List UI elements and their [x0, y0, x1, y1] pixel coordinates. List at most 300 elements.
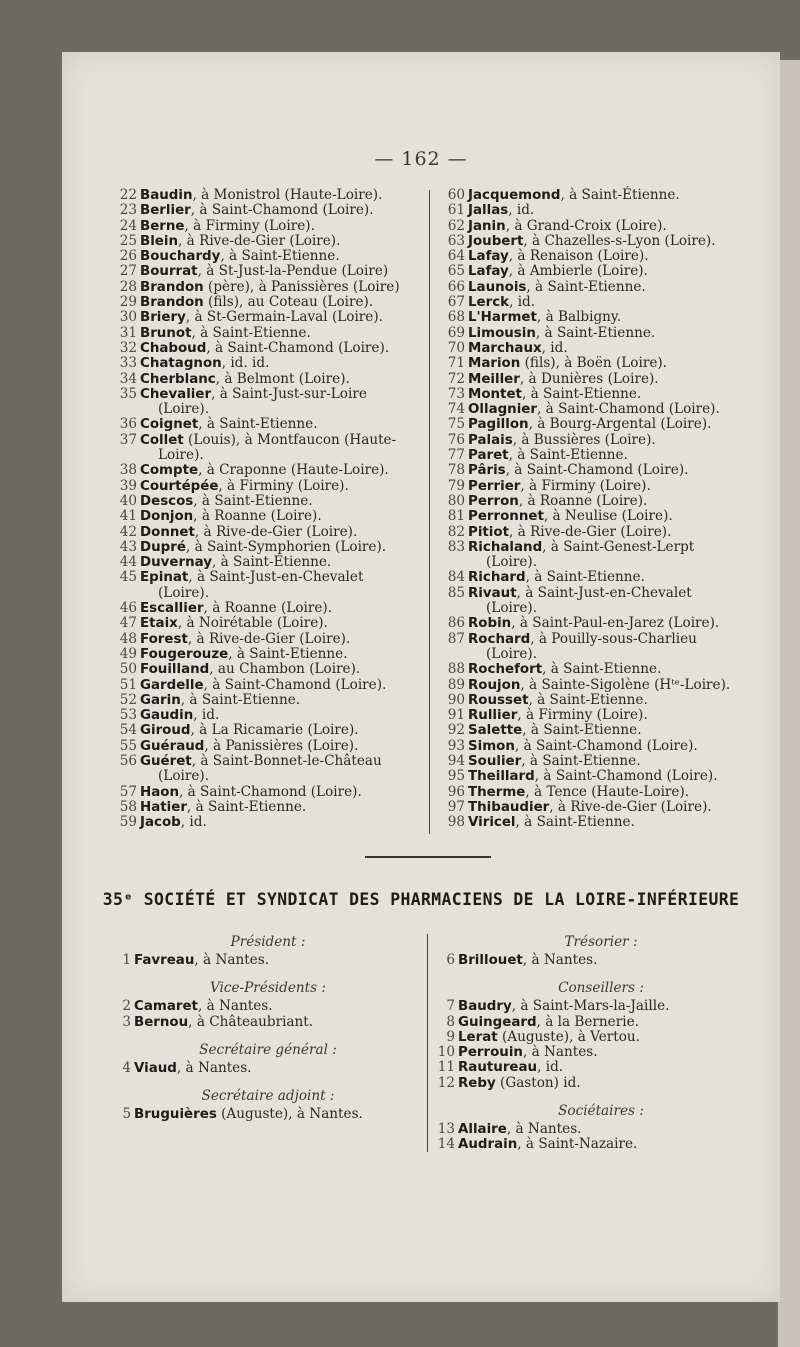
member-location: , à Saint-Etienne.: [180, 691, 301, 708]
member-location: , à Roanne (Loire).: [193, 508, 322, 525]
entry-number: 6: [446, 952, 455, 968]
list-item: [436, 953, 766, 968]
member-location: , à Saint-Mars-la-Jaille.: [511, 998, 670, 1015]
page-number: — 162 —: [374, 148, 468, 170]
entry-number: 35: [119, 385, 137, 402]
member-location: , à Saint-Etienne.: [515, 814, 635, 831]
entry-number: 34: [119, 370, 137, 387]
entry-number: 26: [119, 248, 137, 265]
member-name: Rochard: [468, 631, 531, 647]
member-name: Bernou: [134, 1014, 189, 1030]
entry-number: 98: [447, 814, 465, 831]
list-item: [118, 433, 440, 464]
member-location: , à Nantes.: [194, 952, 270, 968]
list-item: [446, 433, 764, 448]
entry-number: 10: [437, 1044, 455, 1061]
member-name: Limousin: [468, 325, 536, 341]
member-location: , à Saint-Etienne.: [191, 324, 311, 341]
list-item: [118, 188, 440, 203]
member-name: Gaudin: [140, 708, 194, 724]
member-location: , à Rive-de-Gier (Loire).: [509, 523, 672, 540]
member-location: , à Firminy (Loire).: [218, 477, 349, 494]
list-item: [118, 494, 440, 509]
member-location: , à Châteaubriant.: [188, 1013, 314, 1030]
entry-number: 69: [447, 324, 465, 341]
list-item: [446, 540, 764, 571]
entry-number: 51: [119, 676, 137, 693]
member-name: Perronnet: [468, 509, 544, 525]
member-location: , à Saint-Etienne.: [211, 554, 332, 571]
entry-number: 86: [447, 615, 465, 632]
entry-number: 9: [446, 1028, 455, 1045]
entry-number: 66: [447, 278, 465, 295]
list-item: [446, 310, 764, 325]
list-item: [118, 295, 440, 310]
entry-number: 22: [119, 187, 137, 203]
member-list-left: [118, 188, 440, 830]
entry-number: 85: [447, 584, 465, 601]
member-location: , à Saint-Étienne.: [560, 187, 680, 203]
list-item: [446, 616, 764, 631]
member-name: Hatier: [140, 799, 187, 815]
spacer: [436, 968, 766, 978]
spacer: [112, 968, 424, 978]
member-location: , id.: [509, 294, 536, 311]
list-item: [118, 280, 440, 295]
list-item: [118, 570, 440, 601]
entry-number: 82: [447, 523, 465, 540]
member-location: , à Saint-Etienne.: [535, 324, 656, 341]
list-item: [118, 479, 440, 494]
list-item: [118, 417, 440, 432]
member-name: Ollagnier: [468, 402, 537, 418]
entry-number: 96: [447, 783, 465, 800]
member-name: Perrier: [468, 478, 521, 494]
member-location: , à Firminy (Loire).: [517, 707, 648, 724]
list-item: [436, 1015, 766, 1030]
member-location: , à Nantes.: [176, 1059, 252, 1076]
member-location: , à Saint-Etienne.: [220, 248, 340, 265]
member-name: Pagillon: [468, 417, 529, 433]
entry-number: 58: [119, 798, 137, 815]
member-location: , à Firminy (Loire).: [184, 217, 315, 234]
member-location: , à Saint-Paul-en-Jarez (Loire).: [511, 615, 720, 632]
list-item: [436, 1076, 766, 1091]
member-name: Guéret: [140, 753, 192, 769]
member-location: , id.: [508, 202, 535, 219]
entry-number: 41: [119, 508, 137, 525]
member-name: Rautureau: [458, 1060, 538, 1076]
member-name: Rousset: [468, 692, 529, 708]
member-location: (Gaston) id.: [495, 1074, 581, 1091]
member-name: Donnet: [140, 524, 195, 540]
member-location: , à Saint-Just-en-Chevalet: [516, 584, 692, 601]
entry-number: 94: [447, 752, 465, 769]
member-location: , à Tence (Haute-Loire).: [525, 783, 690, 800]
member-name: Baudin: [140, 188, 193, 203]
member-location: , à Saint-Bonnet-le-Château: [191, 752, 382, 769]
member-name: Brunot: [140, 325, 192, 341]
entry-number: 61: [447, 202, 465, 219]
member-name: Giroud: [140, 723, 191, 739]
list-item: [446, 586, 764, 617]
member-location: , à Saint-Etienne.: [528, 691, 648, 708]
list-item: [118, 708, 440, 723]
member-location: , à Saint-Etienne.: [186, 798, 307, 815]
list-item: [446, 494, 764, 509]
board-role-heading: Président :: [230, 934, 306, 950]
member-location: , à Noirétable (Loire).: [177, 615, 328, 632]
member-location: , à Saint-Etienne.: [525, 569, 645, 586]
member-location: , à Saint-Symphorien (Loire).: [185, 538, 387, 555]
member-location: , à Nantes.: [197, 998, 273, 1015]
member-location: , id.: [541, 339, 568, 356]
list-item: [446, 754, 764, 769]
list-item: [118, 356, 440, 371]
member-name: Berne: [140, 218, 185, 234]
list-item: [446, 693, 764, 708]
member-location: , à Saint-Chamond (Loire).: [206, 339, 390, 356]
list-item: [118, 678, 440, 693]
entry-number: 79: [447, 477, 465, 494]
member-location: , à Rive-de-Gier (Loire).: [178, 232, 341, 249]
entry-number: 32: [119, 339, 137, 356]
list-item: [446, 234, 764, 249]
member-location: , à Saint-Etienne.: [526, 278, 646, 295]
entry-number: 70: [447, 339, 465, 356]
list-item: [118, 647, 440, 662]
list-item: [446, 463, 764, 478]
entry-number: 87: [447, 630, 465, 647]
list-item: [118, 219, 440, 234]
member-name: Perron: [468, 493, 519, 509]
list-item: [118, 800, 440, 815]
member-name: Rullier: [468, 708, 518, 724]
spacer: [112, 1076, 424, 1086]
member-name: Fouilland: [140, 662, 210, 678]
entry-number: 73: [447, 385, 465, 402]
entry-number: 97: [447, 798, 465, 815]
list-item: [118, 555, 440, 570]
list-item: [118, 540, 440, 555]
entry-number: 90: [447, 691, 465, 708]
entry-number: 54: [119, 722, 137, 739]
entry-number: 56: [119, 752, 137, 769]
entry-number: 14: [437, 1136, 455, 1153]
member-location: , à Ambierle (Loire).: [508, 263, 648, 280]
entry-number: 13: [437, 1121, 455, 1138]
member-location: , à Renaison (Loire).: [508, 248, 649, 265]
entry-number: 62: [447, 217, 465, 234]
list-item: [446, 708, 764, 723]
member-name: Chevalier: [140, 386, 212, 402]
member-location: (fils), au Coteau (Loire).: [203, 294, 374, 311]
member-name: Simon: [468, 738, 515, 754]
member-location: , à Saint-Chamond (Loire).: [514, 737, 698, 754]
member-location: , à Pouilly-sous-Charlieu: [530, 630, 697, 647]
board-role-heading: Sociétaires :: [558, 1103, 644, 1120]
list-item: [118, 463, 440, 478]
list-item: [446, 479, 764, 494]
list-item: [446, 769, 764, 784]
member-name: Theillard: [468, 769, 535, 785]
entry-number: 55: [119, 737, 137, 754]
member-location: , à Saint-Chamond (Loire).: [537, 401, 720, 418]
member-name: Viaud: [134, 1060, 177, 1076]
entry-number: 7: [446, 998, 455, 1015]
list-item: [118, 785, 440, 800]
member-name: Jacob: [140, 815, 181, 831]
list-item: [118, 693, 440, 708]
entry-number: 44: [119, 554, 137, 571]
entry-number: 67: [447, 294, 465, 311]
board-role-heading: Secrétaire adjoint :: [201, 1088, 335, 1105]
entry-number: 60: [447, 187, 465, 203]
member-location: (Auguste), à Vertou.: [497, 1028, 640, 1045]
member-location-continued: Loire).: [158, 447, 204, 464]
member-location: , à Saint-Etienne.: [193, 492, 313, 509]
member-name: Audrain: [458, 1137, 518, 1153]
entry-number: 65: [447, 263, 465, 280]
member-location: , à Rive-de-Gier (Loire).: [194, 523, 358, 540]
list-item: [118, 815, 440, 830]
list-item: [112, 1015, 424, 1030]
list-item: [118, 234, 440, 249]
member-location: , à Saint-Etienne.: [521, 752, 641, 769]
member-name: Bourrat: [140, 264, 198, 280]
list-item: [118, 723, 440, 738]
entry-number: 74: [447, 401, 465, 418]
member-name: Jacquemond: [468, 188, 561, 203]
entry-number: 42: [119, 523, 137, 540]
member-name: Brillouet: [458, 953, 523, 968]
list-item: [446, 280, 764, 295]
member-location: , à Saint-Etienne.: [521, 385, 642, 402]
entry-number: 72: [447, 370, 465, 387]
member-name: Coignet: [140, 417, 199, 433]
member-name: Favreau: [134, 953, 195, 968]
list-item: [446, 387, 764, 402]
member-name: Descos: [140, 493, 194, 509]
board-list-right: [436, 932, 766, 1153]
member-name: Haon: [140, 784, 179, 800]
entry-number: 3: [122, 1013, 131, 1030]
board-column-divider: [427, 934, 428, 1152]
list-item: [436, 1030, 766, 1045]
member-name: Lafay: [468, 249, 509, 265]
entry-number: 93: [447, 737, 465, 754]
entry-number: 25: [119, 232, 137, 249]
spacer: [112, 1030, 424, 1040]
member-location: (fils), à Boën (Loire).: [520, 355, 668, 372]
member-name: Guingeard: [458, 1014, 537, 1030]
entry-number: 36: [119, 416, 137, 433]
member-location: , à Saint-Etienne.: [198, 416, 318, 433]
entry-number: 53: [119, 707, 137, 724]
list-item: [446, 632, 764, 663]
spacer: [436, 1091, 766, 1101]
entry-number: 88: [447, 661, 465, 678]
member-name: Thibaudier: [468, 799, 550, 815]
entry-number: 68: [447, 309, 465, 326]
member-location: , à Saint-Etienne.: [522, 722, 642, 739]
member-name: Reby: [458, 1075, 496, 1091]
member-location-continued: (Loire).: [158, 768, 210, 785]
member-name: Forest: [140, 631, 188, 647]
entry-number: 84: [447, 569, 465, 586]
entry-number: 28: [119, 278, 137, 295]
member-name: Lerat: [458, 1029, 498, 1045]
member-name: Richaland: [468, 539, 543, 555]
list-item: [118, 310, 440, 325]
member-name: Viricel: [468, 815, 516, 831]
board-role-heading: Conseillers :: [558, 980, 644, 997]
list-item: [112, 999, 424, 1014]
member-name: Chatagnon: [140, 356, 222, 372]
list-item: [446, 800, 764, 815]
list-item: [112, 1061, 424, 1076]
board-list-left: [112, 932, 424, 1122]
list-item: [118, 509, 440, 524]
member-name: Richard: [468, 570, 526, 586]
member-location: , à Saint-Chamond (Loire).: [505, 462, 689, 479]
entry-number: 50: [119, 661, 137, 678]
entry-number: 46: [119, 600, 137, 617]
member-location: , à Firminy (Loire).: [520, 477, 651, 494]
list-item: [118, 616, 440, 631]
list-item: [436, 999, 766, 1014]
member-name: Lafay: [468, 264, 509, 280]
entry-number: 52: [119, 691, 137, 708]
member-location: , à Nantes.: [522, 1044, 598, 1061]
list-item: [118, 632, 440, 647]
board-role-heading: Secrétaire général :: [199, 1041, 337, 1058]
board-role-heading: Trésorier :: [564, 934, 638, 950]
member-name: Etaix: [140, 616, 178, 632]
entry-number: 75: [447, 416, 465, 433]
entry-number: 43: [119, 538, 137, 555]
member-location: , à Chazelles-s-Lyon (Loire).: [523, 232, 716, 249]
list-item: [118, 601, 440, 616]
member-name: Escallier: [140, 601, 204, 617]
column-divider: [429, 190, 430, 834]
member-name: Perrouin: [458, 1045, 523, 1061]
member-location: , à Saint-Chamond (Loire).: [178, 783, 362, 800]
list-item: [436, 1045, 766, 1060]
entry-number: 5: [122, 1106, 131, 1123]
list-item: [446, 188, 764, 203]
member-location: , à Saint-Nazaire.: [517, 1136, 638, 1153]
member-location: , à Saint-Etienne.: [228, 645, 348, 662]
member-location: , à Saint-Chamond (Loire).: [203, 676, 387, 693]
society-heading: 35ᵉ SOCIÉTÉ ET SYNDICAT DES PHARMACIENS DE LA LOIRE-INFÉRIEURE: [102, 890, 740, 909]
entry-number: 40: [119, 492, 137, 509]
list-item: [112, 953, 424, 968]
entry-number: 33: [119, 355, 137, 372]
member-location: , à Nantes.: [522, 952, 598, 968]
entry-number: 83: [447, 538, 465, 555]
member-name: Soulier: [468, 753, 522, 769]
member-name: Briery: [140, 310, 186, 326]
member-name: Brandon: [140, 295, 204, 311]
member-name: Meiller: [468, 371, 520, 387]
member-location: , à Grand-Croix (Loire).: [505, 217, 667, 234]
member-location: (Louis), à Montfaucon (Haute-: [183, 431, 397, 448]
entry-number: 59: [119, 814, 137, 831]
member-name: Pitiot: [468, 524, 509, 540]
member-name: Joubert: [468, 233, 524, 249]
list-item: [118, 387, 440, 418]
list-item: [446, 570, 764, 585]
list-item: [446, 785, 764, 800]
list-item: [118, 264, 440, 279]
member-name: Baudry: [458, 999, 512, 1015]
member-name: Salette: [468, 723, 523, 739]
list-item: [446, 295, 764, 310]
entry-number: 49: [119, 645, 137, 662]
entry-number: 38: [119, 462, 137, 479]
member-name: Epinat: [140, 570, 189, 586]
member-location: , id.: [193, 707, 220, 724]
member-location: , à Saint-Chamond (Loire).: [534, 768, 718, 785]
entry-number: 57: [119, 783, 137, 800]
entry-number: 2: [122, 998, 131, 1015]
entry-number: 11: [437, 1059, 455, 1076]
member-location: , à Saint-Just-en-Chevalet: [188, 569, 364, 586]
entry-number: 12: [437, 1074, 455, 1091]
member-location: (père), à Panissières (Loire): [203, 278, 400, 295]
member-location: , à Belmont (Loire).: [215, 370, 350, 387]
member-name: Blein: [140, 233, 179, 249]
member-location: , à Dunières (Loire).: [519, 370, 659, 387]
list-item: [118, 754, 440, 785]
member-location: , à St-Just-la-Pendue (Loire): [197, 263, 389, 280]
member-name: Lerck: [468, 295, 510, 311]
list-item: [446, 662, 764, 677]
member-name: Pâris: [468, 463, 506, 479]
member-name: Robin: [468, 616, 512, 632]
entry-number: 31: [119, 324, 137, 341]
member-location: (Auguste), à Nantes.: [216, 1106, 363, 1123]
list-item: [112, 1107, 424, 1122]
member-location: , à La Ricamarie (Loire).: [190, 722, 359, 739]
member-location: , à la Bernerie.: [536, 1013, 639, 1030]
entry-number: 8: [446, 1013, 455, 1030]
list-item: [118, 372, 440, 387]
entry-number: 4: [122, 1059, 131, 1076]
member-location: , à Saint-Genest-Lerpt: [542, 538, 695, 555]
member-name: L'Harmet: [468, 310, 537, 326]
entry-number: 92: [447, 722, 465, 739]
entry-number: 77: [447, 447, 465, 464]
member-name: Duvernay: [140, 555, 212, 571]
entry-number: 23: [119, 202, 137, 219]
member-name: Bruguières: [134, 1107, 217, 1123]
list-item: [446, 417, 764, 432]
list-item: [446, 249, 764, 264]
member-name: Launois: [468, 279, 527, 295]
member-name: Therme: [468, 784, 526, 800]
member-location: , à Sainte-Sigolène (Hᵗᵉ-Loire).: [520, 676, 731, 693]
member-location: , id.: [537, 1059, 564, 1076]
member-name: Chaboud: [140, 340, 207, 356]
list-item: [118, 326, 440, 341]
list-item: [446, 678, 764, 693]
list-item: [436, 1122, 766, 1137]
member-name: Dupré: [140, 539, 186, 555]
member-location: , à Rive-de-Gier (Loire).: [549, 798, 712, 815]
list-item: [118, 525, 440, 540]
